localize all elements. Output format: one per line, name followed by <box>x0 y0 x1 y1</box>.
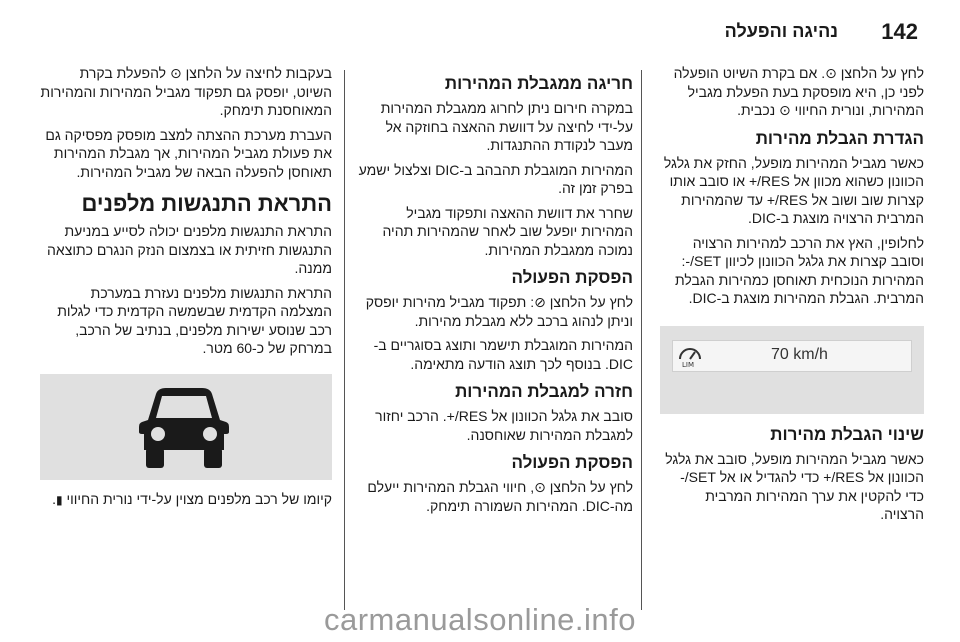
car-indicator-icon: ▮ <box>55 492 63 507</box>
vehicle-ahead-icon <box>138 386 230 470</box>
set-paragraph-2: לחלופין, האץ את הרכב למהירות הרצויה וסובב קצרות את גלגל הכוונון לכיוון SET/-: המהירות הנוכחית תאוחסן כמהירות הגבלת המרבית. הגבלת המהירות מוצגת ב-DIC. <box>675 234 924 306</box>
section-heading-off: הפסקת הפעולה <box>511 453 633 472</box>
svg-text:LIM: LIM <box>682 360 695 368</box>
section-heading-forward-collision: התראת התנגשות מלפנים <box>81 191 332 216</box>
column-divider <box>641 70 642 610</box>
vehicle-ahead-illustration <box>40 374 332 480</box>
dic-display-illustration <box>660 326 924 414</box>
change-paragraph: כאשר מגביל המהירות מופעל, סובב את גלגל הכוונון אל RES/+ כדי להגדיל או אל SET/- כדי להקטין את ערך המהירות המרבית הרצויה. <box>665 450 924 522</box>
section-heading-resume: חזרה למגבלת המהירות <box>455 382 633 401</box>
cruise-paragraph: בעקבות לחיצה על הלחצן ⊙ להפעלת בקרת השיוט, יופסק גם תפקוד מגביל המהירות והמהירות המאוחסנת תימחק. <box>40 65 332 118</box>
off-paragraph: לחץ על הלחצן ⊙, חיווי הגבלת המהירות ייעלם מה-DIC. המהירות השמורה תימחק. <box>367 479 633 514</box>
speed-limiter-icon <box>677 344 703 368</box>
page-title: נהיגה והפעלה <box>724 21 838 41</box>
display-speed: 70 km/h <box>771 345 828 363</box>
column-right <box>660 64 924 530</box>
set-paragraph-1: כאשר מגביל המהירות מופעל, החזק את גלגל הכוונון כשהוא מכוון אל RES/+ או סובב אותו קצרות שוב ושוב אל RES/+ עד שהמהירות המרבית הרצויה מוצגת ב-DIC. <box>663 154 924 226</box>
section-heading-pause: הפסקת הפעולה <box>511 268 633 287</box>
fca-paragraph-2: התראת התנגשות מלפנים נעזרת במערכת המצלמה הקדמית שבשמשה הקדמית כדי לגלות רכב שנוסע ישירות מלפנים, בנתיב של הרכב, במרחק של כ-60 מטר. <box>57 284 332 356</box>
section-heading-change-limit: שינוי הגבלת מהירות <box>770 424 924 444</box>
column-left <box>40 64 332 515</box>
exceed-paragraph-2: המהירות המוגבלת תהבהב ב-DIC וצלצול ישמע בפרק זמן זה. <box>358 161 633 196</box>
dic-display <box>672 340 912 372</box>
ignition-paragraph: העברת מערכת ההצתה למצב מופסק מפסיקה גם את פעולת מגביל המהירות, אך מגבלת המהירות תאוחסן להפעלה הבאה של מגביל המהירות. <box>45 126 332 180</box>
watermark-text: carmanualsonline.info <box>323 602 637 637</box>
section-heading-set-limit: הגדרת הגבלת מהירות <box>755 128 924 148</box>
fca-paragraph-1: התראת התנגשות מלפנים יכולה לסייע במניעת התנגשות חזיתית או בצמצום הנזק הנגרם כתוצאה ממנה. <box>47 223 332 276</box>
illustration-caption: קיומו של רכב מלפנים מצוין על-ידי נורית החיווי ▮. <box>40 490 332 510</box>
page-number: 142 <box>881 19 918 44</box>
pause-paragraph-1: לחץ על הלחצן ⊘: תפקוד מגביל מהירות יופסק וניתן לנהוג ברכב ללא מגבלת מהירות. <box>365 294 633 329</box>
column-divider <box>344 70 345 610</box>
exceed-paragraph-1: במקרה חירום ניתן לחרוג ממגבלת המהירות על-ידי לחיצה על דוושת ההאצה בחוזקה אל מעבר לנקודת ההתנגדות. <box>380 100 633 153</box>
exceed-paragraph-3: שחרר את דוושת ההאצה ותפקוד מגביל המהירות יופעל שוב לאחר שהמהירות תהיה נמוכה ממגבלת המהירות. <box>382 204 633 258</box>
pause-paragraph-2: המהירות המוגבלת תישמר ותוצג בסוגריים ב-DIC. בנוסף לכך תוצג הודעה מתאימה. <box>373 337 633 372</box>
column-middle <box>355 73 633 521</box>
section-heading-exceed: חריגה ממגבלת המהירות <box>444 74 633 93</box>
page-header <box>0 0 960 60</box>
resume-paragraph: סובב את גלגל הכוונון אל RES/+. הרכב יחזור למגבלת המהירות שאוחסנה. <box>375 408 633 443</box>
intro-paragraph: לחץ על הלחצן ⊙. אם בקרת השיוט הופעלה לפני כן, היא מופסקת בעת הפעלת מגביל המהירות, ונורית החיווי ⊙ נכבית. <box>673 65 924 118</box>
